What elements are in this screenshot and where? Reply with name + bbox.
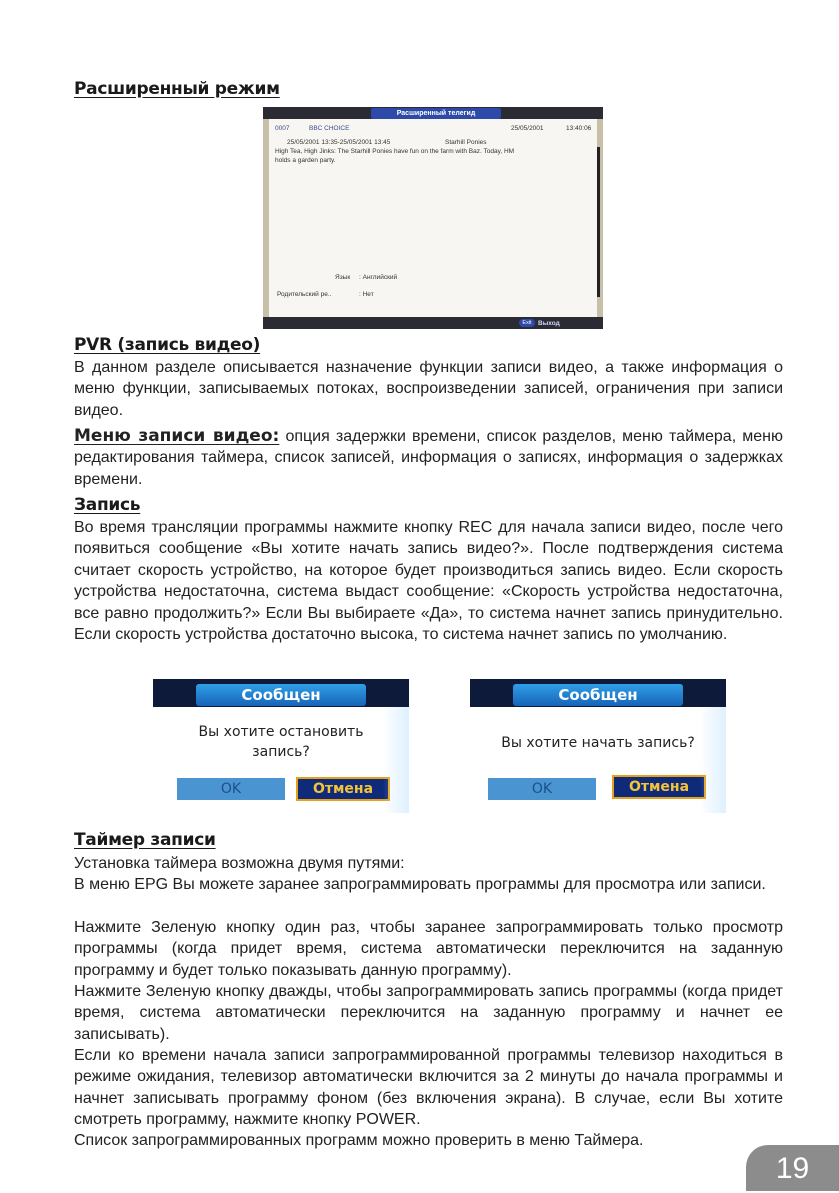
timer-paragraph-1: Установка таймера возможна двумя путями: [74,855,405,872]
dialog-title: Сообщен [513,684,683,706]
epg-lang-value: : Английский [359,274,398,281]
epg-desc-line2: holds a garden party. [275,157,336,164]
cancel-button[interactable]: Отмена [296,777,390,801]
menu-text: опция задержки времени, список разделов, меню таймера, меню редактирования таймера, список записей, информация о записях, информация о задержках времени. [74,428,784,488]
epg-lang-label: Язык [335,274,351,281]
epg-program: Starhill Ponies [445,139,487,146]
timer-paragraph-2: В меню EPG Вы можете заранее запрограммировать программы для просмотра или записи. [74,876,766,893]
section-title-record: Запись [74,495,141,515]
epg-time: 13:40:06 [566,125,592,132]
epg-parental-value: : Нет [359,291,374,298]
dialog-glare [700,707,726,813]
epg-exit-label: Выход [538,320,560,327]
pvr-paragraph: В данном разделе описывается назначение функции записи видео, а также информация о меню функции, записываемых потоках, воспроизведении записей, ограничения при записи видео. [74,359,783,419]
dialog-title: Сообщен [196,684,366,706]
dialog-glare [383,707,409,813]
menu-paragraph [74,426,783,490]
section-title-timer: Таймер записи [74,830,216,850]
epg-frame-left [263,119,269,319]
timer-paragraph-3: Нажмите Зеленую кнопку один раз, чтобы заранее запрограммировать только просмотр программы (когда придет время, система автоматически переключится на заданную программу и будет только показывать данную программу). [74,919,783,979]
ok-button[interactable]: OK [488,778,596,800]
section-title-pvr: PVR (запись видео) [74,335,261,355]
timer-paragraph-5: Если ко времени начала записи запрограммированной программы телевизор находиться в режиме ожидания, телевизор автоматически включится за 2 минуты до начала программы и начнет записывать программу фоном (без включения экрана). В случае, если Вы хотите смотреть программу, нажмите кнопку POWER. [74,1047,783,1129]
record-paragraph: Во время трансляции программы нажмите кнопку REC для начала записи видео, после чего появиться сообщение «Вы хотите начать запись видео?». После подтверждения система считает скорость устройство, на которое будет производиться запись видео. Если скорость устройства недостаточна, система выдаст сообщение: «Скорость устройства недостаточна, все равно продолжить?» Если Вы выбираете «Да», то система начнет запись принудительно. Если скорость устройства достаточно высока, то система начнет запись по умолчанию. [74,519,783,644]
epg-channel-name: BBC CHOICE [309,125,350,132]
epg-title: Расширенный телегид [371,108,501,119]
epg-screenshot [263,107,603,329]
dialog-start-recording [470,679,726,813]
section-title-advanced: Расширенный режим [74,79,280,99]
dialog-message: Вы хотите начать запись? [501,735,695,751]
menu-title: Меню записи видео: [74,426,280,446]
epg-date: 25/05/2001 [511,125,544,132]
page-number: 19 [746,1145,839,1191]
dialog-stop-recording [153,679,409,813]
epg-parental-label: Родительский ре.. [277,291,332,298]
cancel-button[interactable]: Отмена [612,775,706,799]
timer-paragraph-4: Нажмите Зеленую кнопку дважды, чтобы запрограммировать запись программы (когда придет время, система автоматически переключится на заданную программу и начнет ее записывать). [74,983,783,1043]
dialog-message-line2: запись? [252,744,310,760]
epg-channel-num: 0007 [275,125,290,132]
ok-button[interactable]: OK [177,778,285,800]
epg-scrollbar [597,147,600,297]
epg-exit-key: Exit [519,319,535,327]
timer-paragraph-6: Список запрограммированных программ можно проверить в меню Таймера. [74,1132,644,1149]
epg-slot: 25/05/2001 13:35-25/05/2001 13:45 [287,139,391,146]
epg-desc-line1: High Tea, High Jinks: The Starhill Ponies have fun on the farm with Baz. Today, HM [275,148,515,155]
dialog-message-line1: Вы хотите остановить [198,724,364,740]
